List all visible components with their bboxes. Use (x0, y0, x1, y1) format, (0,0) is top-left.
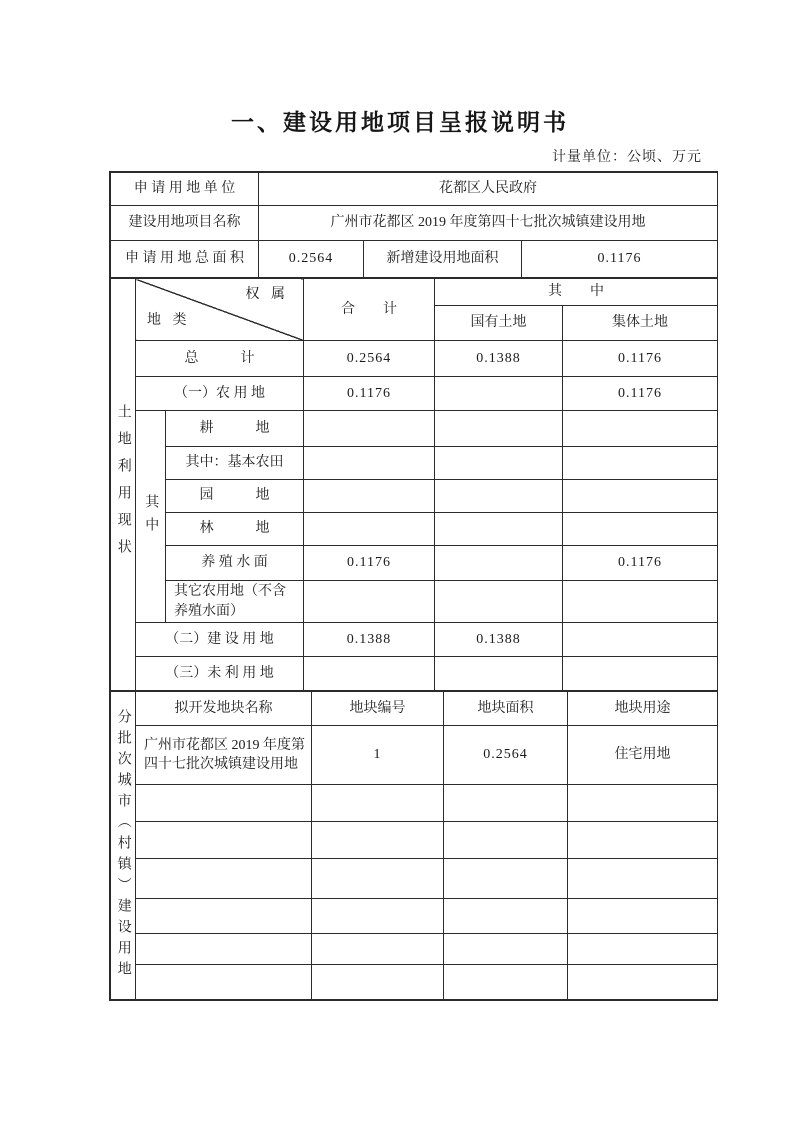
table-row (111, 480, 718, 513)
empty-cell (136, 859, 312, 899)
empty-cell (312, 859, 444, 899)
table-row (111, 623, 718, 657)
row-label-forest: 林 地 (166, 513, 304, 546)
value-cell (435, 581, 563, 623)
diagonal-ownership-label: 权 属 (245, 287, 289, 302)
among-vertical-label-cell (136, 411, 166, 623)
empty-cell (312, 785, 444, 822)
table-row (111, 546, 718, 581)
empty-cell (444, 899, 568, 934)
value-cell (435, 657, 563, 691)
empty-cell (136, 934, 312, 965)
value-cell (435, 377, 563, 411)
row-label-other-agricultural: 其它农用地（不含养殖水面） (166, 581, 304, 623)
plot-no-cell: 1 (312, 726, 444, 785)
col-header-among: 其 中 (435, 279, 718, 306)
table-row (111, 513, 718, 546)
table-row (111, 899, 718, 934)
value-cell: 0.1176 (563, 341, 718, 377)
table-row (111, 341, 718, 377)
table-row (111, 411, 718, 447)
value-cell: 0.2564 (304, 341, 435, 377)
table-row (111, 934, 718, 965)
empty-cell (136, 899, 312, 934)
project-name-value-cell: 广州市花都区 2019 年度第四十七批次城镇建设用地 (259, 206, 718, 241)
col-header-plot-use: 地块用途 (568, 692, 718, 726)
empty-cell (568, 859, 718, 899)
value-cell: 0.1388 (435, 623, 563, 657)
value-cell (304, 480, 435, 513)
table-row (111, 447, 718, 480)
empty-cell (444, 822, 568, 859)
row-label-agricultural: （一）农 用 地 (136, 377, 304, 411)
value-cell: 0.1176 (563, 546, 718, 581)
empty-cell (136, 785, 312, 822)
project-name-label-cell: 建设用地项目名称 (111, 206, 259, 241)
empty-cell (568, 899, 718, 934)
empty-cell (444, 934, 568, 965)
plots-section-label-cell (111, 692, 136, 1000)
value-cell: 0.1388 (435, 341, 563, 377)
empty-cell (568, 934, 718, 965)
applicant-value-cell: 花都区人民政府 (259, 173, 718, 206)
empty-cell (444, 785, 568, 822)
empty-cell (136, 822, 312, 859)
plots-table (110, 691, 718, 1000)
table-row (111, 822, 718, 859)
value-cell (563, 447, 718, 480)
value-cell (435, 513, 563, 546)
value-cell (304, 581, 435, 623)
value-cell (304, 447, 435, 480)
plot-name-cell: 广州市花都区 2019 年度第四十七批次城镇建设用地 (136, 726, 312, 785)
col-header-plot-name: 拟开发地块名称 (136, 692, 312, 726)
empty-cell (568, 822, 718, 859)
value-cell (563, 581, 718, 623)
col-header-state-land: 国有土地 (435, 306, 563, 341)
plot-use-cell: 住宅用地 (568, 726, 718, 785)
value-cell (435, 480, 563, 513)
total-area-label-cell: 申 请 用 地 总 面 积 (111, 241, 259, 278)
empty-cell (312, 899, 444, 934)
value-cell (304, 411, 435, 447)
value-cell (435, 546, 563, 581)
col-header-plot-no: 地块编号 (312, 692, 444, 726)
value-cell (563, 480, 718, 513)
empty-cell (444, 965, 568, 1000)
row-label-grand-total: 总 计 (136, 341, 304, 377)
row-label-aquaculture: 养 殖 水 面 (166, 546, 304, 581)
table-row (111, 377, 718, 411)
empty-cell (568, 965, 718, 1000)
value-cell (563, 657, 718, 691)
value-cell (304, 513, 435, 546)
value-cell (304, 657, 435, 691)
land-use-section-label: 土地利用现状 (115, 403, 131, 566)
value-cell: 0.1176 (563, 377, 718, 411)
empty-cell (312, 934, 444, 965)
plot-area-cell: 0.2564 (444, 726, 568, 785)
value-cell: 0.1176 (304, 377, 435, 411)
table-row (111, 581, 718, 623)
table-row (111, 173, 718, 206)
col-header-plot-area: 地块面积 (444, 692, 568, 726)
table-row (111, 692, 718, 726)
plots-section-label: 分批次城市（村镇）建设用地 (115, 709, 131, 983)
table-row (111, 726, 718, 785)
table-row (111, 657, 718, 691)
form-table (109, 171, 718, 1001)
row-label-garden: 园 地 (166, 480, 304, 513)
row-label-cultivated: 耕 地 (166, 411, 304, 447)
empty-cell (136, 965, 312, 1000)
table-row (111, 859, 718, 899)
row-label-construction: （二）建 设 用 地 (136, 623, 304, 657)
diagonal-landtype-label: 地 类 (147, 313, 191, 329)
value-cell (563, 623, 718, 657)
empty-cell (312, 822, 444, 859)
total-area-value-cell: 0.2564 (259, 241, 364, 278)
table-row (111, 206, 718, 241)
row-label-basic-farmland: 其中：基本农田 (166, 447, 304, 480)
empty-cell (312, 965, 444, 1000)
table-row (111, 241, 718, 278)
new-area-value-cell: 0.1176 (522, 241, 718, 278)
land-use-table (110, 278, 718, 691)
col-header-collective-land: 集体土地 (563, 306, 718, 341)
info-table (110, 172, 718, 278)
value-cell (563, 411, 718, 447)
value-cell (435, 447, 563, 480)
empty-cell (444, 859, 568, 899)
land-use-section-label-cell (111, 279, 136, 691)
page-title: 一、建设用地项目呈报说明书 (231, 109, 569, 135)
diagonal-header-cell (136, 279, 304, 341)
measure-unit-note: 计量单位：公顷、万元 (552, 150, 702, 165)
table-row (111, 965, 718, 1000)
value-cell (563, 513, 718, 546)
table-row (111, 785, 718, 822)
new-area-label-cell: 新增建设用地面积 (364, 241, 522, 278)
row-label-unused: （三）未 利 用 地 (136, 657, 304, 691)
value-cell: 0.1388 (304, 623, 435, 657)
value-cell: 0.1176 (304, 546, 435, 581)
table-row (111, 279, 718, 306)
empty-cell (568, 785, 718, 822)
among-vertical-label: 其中 (143, 493, 159, 540)
applicant-label-cell: 申 请 用 地 单 位 (111, 173, 259, 206)
col-header-total: 合 计 (304, 279, 435, 341)
value-cell (435, 411, 563, 447)
